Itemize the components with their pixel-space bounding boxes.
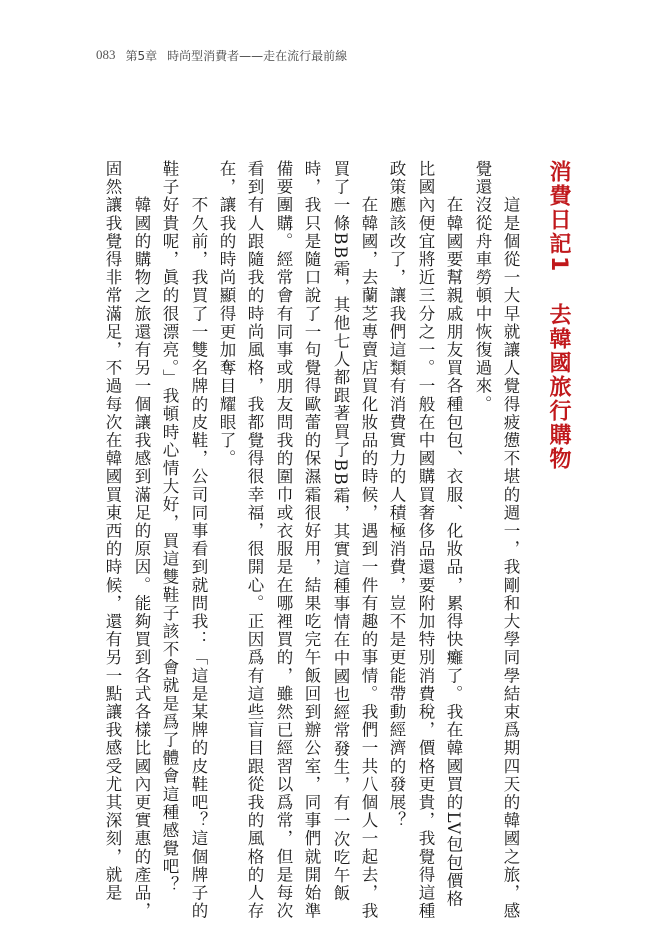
- text-column: 在，讓我的時尚顯得更加奪目耀眼了。: [217, 160, 236, 468]
- text-column: 在韓國要幫親戚朋友買各種包包、衣服、化妝品，累得快癱了。我在韓國買的LV包包價格: [444, 160, 463, 909]
- text-column: 韓國的購物之旅還有另一個讓我感到滿足的原因。能夠買到各式各樣比國內更實惠的產品，: [132, 160, 151, 921]
- text-column: 備要團購。經常會有同事或朋友問我的圍巾或衣服是在哪裡買的，雖然已經習以爲常，但是每次: [274, 160, 293, 921]
- text-column: 鞋子好貴呢，眞的很漂亮。」我頓時心情大好，買這雙鞋子該不會就是爲了體會這種感覺吧？: [160, 160, 179, 894]
- section-title-part1: 消費日記1: [546, 160, 571, 274]
- text-column: 不久前，我買了一雙名牌的皮鞋，公司同事看到就問我：「這是某牌的皮鞋吧？這個牌子的: [189, 160, 208, 921]
- running-header: [96, 44, 347, 66]
- text-column: 這是個從一大早就讓人覺得疲憊不堪的週一，我剛和大學同學結束爲期四天的韓國之旅，感: [501, 160, 520, 921]
- text-column: 時，我只是隨口說了一句覺得歐蕾的保濕霜很好用，結果吃完午飯回到辦公室，同事們就開始準: [302, 160, 321, 921]
- text-column: 固然讓我覺得非常滿足，不過每次在韓國買東西的時候，還有另一點讓我感受尤其深刻，就是: [103, 160, 122, 903]
- chapter-title: 時尚型消費者——走在流行最前線: [167, 48, 348, 63]
- page-number: 083: [96, 47, 116, 62]
- text-column: 在韓國，去蘭芝專賣店買化妝品的時候，遇到一件有趣的事情。我們一共八個人一起去，我: [359, 160, 378, 921]
- section-title: [545, 160, 571, 471]
- text-column: 覺還沒從舟車勞頓中恢復過來。: [473, 160, 492, 414]
- text-column: 買了一條BB霜，其他七人都跟著買了BB霜，其實這種事情在中國也經常發生，有一次吃午飯: [331, 160, 350, 903]
- text-column: 比國內便宜將近三分之一。一般在中國購買奢侈品還要附加特別消費稅，價格更貴，我覺得這種: [416, 160, 435, 921]
- section-title-part2: 去韓國旅行購物: [546, 303, 571, 472]
- chapter-label: 第5章: [125, 48, 158, 63]
- text-column: 看到有人跟隨我的時尚風格，我都覺得很幸福，很開心。正因爲有這些盲目跟從我的風格的人存: [245, 160, 264, 921]
- text-column: 政策應該改了，讓我們這類有消費實力的人積極消費，豈不是更能帶動經濟的發展？: [387, 160, 406, 830]
